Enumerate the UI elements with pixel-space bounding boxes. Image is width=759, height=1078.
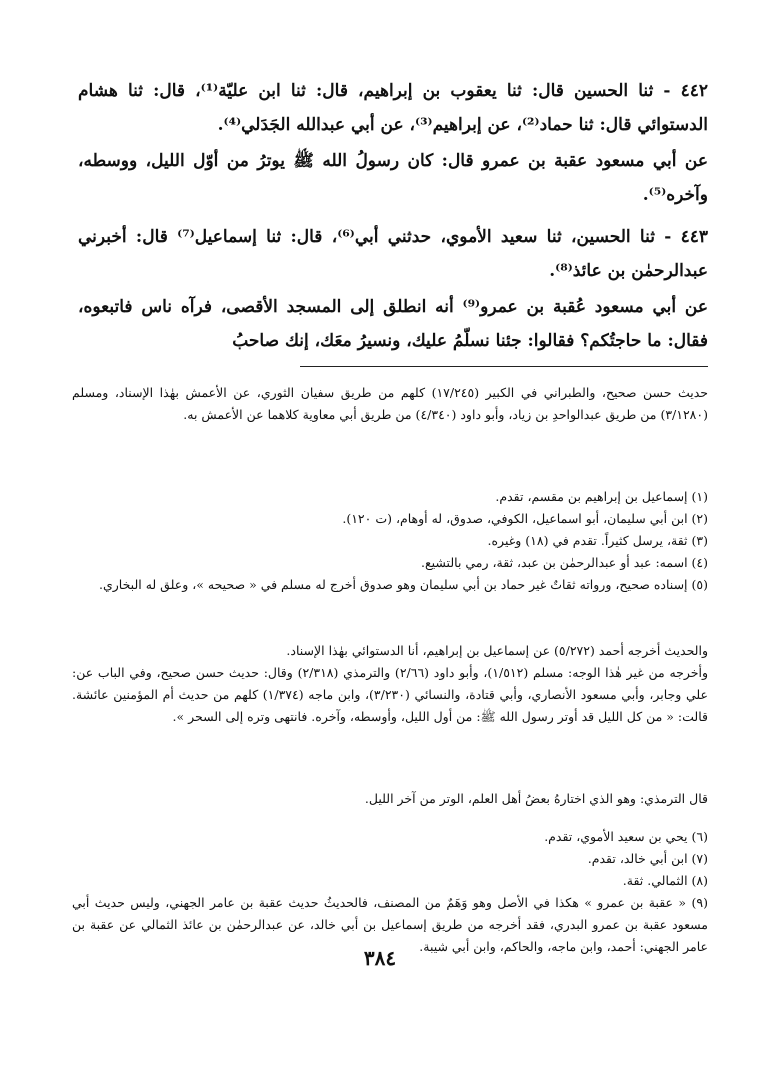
footnote-6: (٦) يحي بن سعيد الأموي، تقدم. [544, 829, 708, 844]
footnote-5: (٥) إسناده صحيح، ورواته ثقاتٌ غير حماد بن أبي سليمان وهو صدوق أخرج له مسلم في « صحيحه »، وعلق له البخاري. [99, 577, 708, 592]
hadith-442-isnad [78, 74, 708, 142]
footnote-9: (٩) « عقبة بن عمرو » هكذا في الأصل وهو وَهَمٌ من المصنف، فالحديثُ حديث عقبة بن عامر الجهني، وليس حديث أبي مسعود عقبة بن عمرو البدري، فقد أخرجه من طريق إسماعيل بن أبي خالد، عن عبدالرحمٰن بن عائذ الثمالي عن عقبة بن عامر الجهني: أحمد، وابن ماجه، والحاكم، وابن أبي شيبة. [72, 895, 708, 954]
footnote-5-para-2: وأخرجه من غير هٰذا الوجه: مسلم (١/٥١٢)، وأبو داود (٢/٦٦) والترمذي (٢/٣١٨) وقال: حديث حسن صحيح، وفي الباب عن: علي وجابر، وأبي مسعود الأنصاري، وأبي قتادة، والنسائي (٣/٢٣٠)، وابن ماجه (١/٣٧٤) كلهم من حديث أم المؤمنين عائشة. قالت: « من كل الليل قد أوتر رسول الله ﷺ: من أول الليل، وأوسطه، وآخره. فانتهى وتره إلى السحر ». [72, 665, 709, 724]
footnote-5-continuation [72, 640, 708, 728]
footnote-7: (٧) ابن أبي خالد، تقدم. [587, 851, 708, 866]
hadith-443-chain: ٤٤٣ - ثنا الحسين، ثنا سعيد الأموي، حدثني أبي⁽⁶⁾، قال: ثنا إسماعيل⁽⁷⁾ قال: أخبرني عبدالرحمٰن بن عائذ⁽⁸⁾. [78, 227, 708, 281]
footnote-5-tirmidhi [72, 788, 708, 810]
hadith-442-chain: ٤٤٢ - ثنا الحسين قال: ثنا يعقوب بن إبراهيم، قال: ثنا ابن عليّة⁽¹⁾، قال: ثنا هشام الدستوائي قال: ثنا حماد⁽²⁾، عن إبراهيم⁽³⁾، عن أبي عبدالله الجَدَلي⁽⁴⁾. [78, 81, 708, 135]
hadith-443-text: عن أبي مسعود عُقبة بن عمرو⁽⁹⁾ أنه انطلق إلى المسجد الأقصى، فرآه ناس فاتبعوه، فقال: ما حاجتُكم؟ فقالوا: جئنا نسلّمُ عليك، ونسيرُ معَك، إنك صاحبُ [78, 297, 708, 351]
footnote-3: (٣) ثقة، يرسل كثيراً. تقدم في (١٨) وغيره. [487, 533, 708, 548]
hadith-442-text: عن أبي مسعود عقبة بن عمرو قال: كان رسولُ الله ﷺ يوترُ من أوّل الليل، ووسطه، وآخره⁽⁵⁾. [78, 151, 708, 205]
footnote-divider [300, 366, 708, 367]
hadith-443-isnad [78, 220, 708, 288]
footnote-8: (٨) الثمالي. ثقة. [622, 873, 708, 888]
footnotes-block-2 [72, 826, 708, 958]
footnote-4: (٤) اسمه: عبد أو عبدالرحمٰن بن عبد، ثقة، رمي بالتشيع. [421, 555, 708, 570]
hadith-443-matn [78, 290, 708, 358]
footnote-5-para-3: قال الترمذي: وهو الذي اختارهُ بعضُ أهل العلم، الوتر من آخر الليل. [364, 791, 708, 806]
footnote-2: (٢) ابن أبي سليمان، أبو اسماعيل، الكوفي، صدوق، له أوهام، (ت ١٢٠). [342, 511, 708, 526]
prev-footnote-text: حديث حسن صحيح، والطبراني في الكبير (١٧/٢٤٥) كلهم من طريق سفيان الثوري، عن الأعمش بهٰذا الإسناد، ومسلم (٣/١٢٨٠) من طريق عبدالواحدِ بن زياد، وأبو داود (٤/٣٤٠) من طريق أبي معاوية كلاهما عن الأعمش به. [72, 385, 709, 422]
footnote-continuation [72, 382, 708, 426]
footnote-5-para-1: والحديث أخرجه أحمد (٥/٢٧٢) عن إسماعيل بن إبراهيم، أنا الدستوائي بهٰذا الإسناد. [286, 643, 708, 658]
hadith-442-matn [78, 144, 708, 212]
page-number: ٣٨٤ [363, 946, 397, 970]
footnotes-block-1 [72, 486, 708, 596]
footnote-1: (١) إسماعيل بن إبراهيم بن مقسم، تقدم. [495, 489, 708, 504]
